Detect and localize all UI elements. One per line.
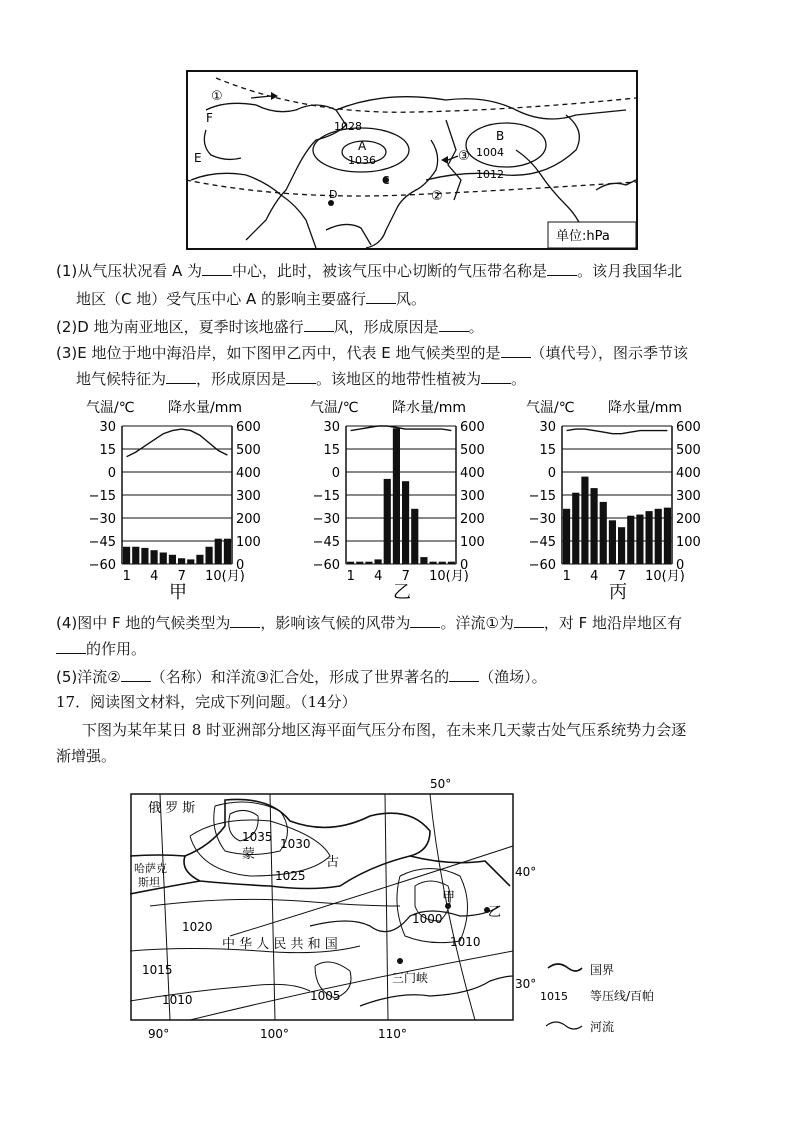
q2-line xyxy=(56,314,484,340)
chart-1-xtick: 4 xyxy=(150,569,159,584)
chart-1-ytick-left: −60 xyxy=(88,558,116,573)
chart-1-bar-month-6 xyxy=(169,555,176,564)
chart-1-bar-month-8 xyxy=(187,559,194,564)
chart-2-bar-month-6 xyxy=(393,428,400,564)
chart-3-bar-month-1 xyxy=(563,509,570,564)
map1-label-1004: 1004 xyxy=(476,146,504,159)
chart-2-bar-month-4 xyxy=(375,559,382,564)
chart-3-bar-month-9 xyxy=(636,515,643,564)
chart-2-ytick-right: 600 xyxy=(460,420,485,435)
chart-3-bar-month-8 xyxy=(627,516,634,564)
chart-1-xtick: 10(月) xyxy=(205,569,245,584)
chart-2-bar-month-10 xyxy=(430,562,437,564)
chart-1-temperature-line xyxy=(127,429,228,457)
chart-2-ytick-right: 0 xyxy=(460,558,469,573)
map2-label-lat40: 40° xyxy=(515,865,537,879)
legend-isobar: 等压线/百帕 xyxy=(590,989,655,1003)
chart-1-title-left: 气温/℃ xyxy=(86,400,135,416)
q3-blank-2[interactable] xyxy=(166,367,196,384)
map2-label-1015: 1015 xyxy=(142,963,173,977)
q4-line2 xyxy=(56,636,146,662)
chart-3-temperature-line xyxy=(567,429,668,434)
chart-3-ytick-right: 100 xyxy=(676,535,701,550)
chart-1-ytick-left: −30 xyxy=(88,512,116,527)
q2-blank-1[interactable] xyxy=(304,315,334,332)
q4-text-c: 。洋流①为 xyxy=(440,614,514,632)
q4-blank-3[interactable] xyxy=(514,611,544,628)
chart-1-ytick-right: 600 xyxy=(236,420,261,435)
chart-1-ytick-left: 15 xyxy=(99,443,116,458)
map2-label-yi: 乙 xyxy=(488,905,502,920)
chart-2-ytick-right: 500 xyxy=(460,443,485,458)
point-sanmenxia xyxy=(397,958,403,964)
map1-label-f: F xyxy=(206,111,213,125)
chart-2-bar-month-3 xyxy=(365,562,372,564)
chart-2-temperature-line xyxy=(351,426,452,431)
q1-blank-1[interactable] xyxy=(202,259,232,276)
chart-3-ytick-left: −45 xyxy=(528,535,556,550)
q1-blank-2[interactable] xyxy=(547,259,577,276)
q1-text-a: (1)从气压状况看 A 为 xyxy=(56,262,203,280)
q4-text-d: ，对 F 地沿岸地区有 xyxy=(543,614,683,632)
legend-isobar-value: 1015 xyxy=(540,990,568,1003)
chart-3-bar-month-7 xyxy=(618,527,625,564)
q5-text-b: （名称）和洋流③汇合处，形成了世界著名的 xyxy=(150,668,450,686)
chart-2-xtick: 7 xyxy=(401,569,410,584)
q5-blank-2[interactable] xyxy=(449,665,479,682)
chart-3-ytick-left: −15 xyxy=(528,489,556,504)
chart-1-ytick-left: 0 xyxy=(107,466,116,481)
chart-3-bar-month-2 xyxy=(572,493,579,564)
q5-text-c: （渔场）。 xyxy=(479,668,547,686)
map1-label-c: C xyxy=(382,174,390,187)
chart-1-bar-month-3 xyxy=(141,548,148,564)
map1-label-1028: 1028 xyxy=(334,120,362,133)
q1-line1 xyxy=(56,258,682,284)
q4-line1 xyxy=(56,610,682,636)
chart-3-ytick-right: 500 xyxy=(676,443,701,458)
q3-blank-1[interactable] xyxy=(501,341,531,358)
chart-2-bar-month-5 xyxy=(384,479,391,564)
chart-2-ytick-right: 100 xyxy=(460,535,485,550)
q17-title: 17．阅读图文材料，完成下列问题。（14分） xyxy=(56,693,357,711)
q3-text-f: 。 xyxy=(511,370,527,388)
q2-text-b: 风，形成原因是 xyxy=(333,318,439,336)
q3-blank-4[interactable] xyxy=(481,367,511,384)
chart-3-bar-month-12 xyxy=(664,508,671,564)
q5-line xyxy=(56,664,547,690)
chart-3-name: 丙 xyxy=(609,582,627,603)
map2-label-lat30: 30° xyxy=(515,977,537,991)
map-1-svg xyxy=(186,70,638,250)
chart-1-bar-month-2 xyxy=(132,547,139,564)
chart-2-bar-month-7 xyxy=(402,481,409,564)
chart-2-title-right: 降水量/mm xyxy=(392,400,466,416)
chart-1-ytick-left: −45 xyxy=(88,535,116,550)
chart-1-bar-month-12 xyxy=(224,539,231,564)
chart-1-xtick: 7 xyxy=(177,569,186,584)
chart-3-xtick: 1 xyxy=(562,569,571,584)
q3-text-e: 。该地区的地带性植被为 xyxy=(316,370,482,388)
map2-label-lon100: 100° xyxy=(260,1027,289,1041)
chart-1-title-right: 降水量/mm xyxy=(168,400,242,416)
chart-2-ytick-right: 300 xyxy=(460,489,485,504)
q2-text-c: 。 xyxy=(468,318,484,336)
chart-3-ytick-left: −30 xyxy=(528,512,556,527)
legend-river: 河流 xyxy=(590,1020,615,1034)
map2-label-china: 中 华 人 民 共 和 国 xyxy=(222,937,338,952)
chart-3-ytick-left: 15 xyxy=(539,443,556,458)
chart-2-bar-month-12 xyxy=(448,562,455,564)
map2-label-kazakh-2: 斯坦 xyxy=(138,876,160,889)
q3-text-b: （填代号），图示季节该 xyxy=(530,344,689,362)
map2-label-russia: 俄 罗 斯 xyxy=(148,801,196,816)
map2-label-mongolia-1: 蒙 xyxy=(242,847,256,862)
q5-text-a: (5)洋流② xyxy=(56,668,121,686)
chart-1-name: 甲 xyxy=(169,582,187,603)
chart-3-bar-month-6 xyxy=(609,520,616,564)
chart-3-bar-month-11 xyxy=(655,509,662,564)
map1-label-b: B xyxy=(496,129,505,143)
chart-1-ytick-right: 100 xyxy=(236,535,261,550)
map2-label-1025: 1025 xyxy=(275,869,306,883)
chart-3-bar-month-5 xyxy=(600,502,607,564)
q2-blank-2[interactable] xyxy=(439,315,469,332)
chart-3-xtick: 10(月) xyxy=(645,569,685,584)
q1-line2 xyxy=(76,286,426,312)
chart-3-ytick-right: 300 xyxy=(676,489,701,504)
chart-3-bar-month-3 xyxy=(581,477,588,564)
chart-2-ytick-left: −60 xyxy=(312,558,340,573)
chart-1-ytick-right: 300 xyxy=(236,489,261,504)
map2-label-lon110: 110° xyxy=(378,1027,407,1041)
map-2-svg xyxy=(130,776,670,1046)
chart-2-ytick-right: 400 xyxy=(460,466,485,481)
map1-label-3: ③ xyxy=(458,149,470,164)
chart-1-bar-month-11 xyxy=(215,539,222,564)
chart-3-ytick-right: 600 xyxy=(676,420,701,435)
chart-2-bar-month-9 xyxy=(420,557,427,564)
chart-3-xtick: 7 xyxy=(617,569,626,584)
map2-label-1035: 1035 xyxy=(242,830,273,844)
q4-text-e: 的作用。 xyxy=(86,640,147,658)
chart-3-ytick-left: −60 xyxy=(528,558,556,573)
chart-1-ytick-left: 30 xyxy=(99,420,116,435)
map2-label-1005: 1005 xyxy=(310,989,341,1003)
chart-2-ytick-left: 0 xyxy=(331,466,340,481)
map1-label-e: E xyxy=(194,151,202,165)
chart-2-ytick-left: 30 xyxy=(323,420,340,435)
map1-label-1012: 1012 xyxy=(476,168,504,181)
q1-text-c: 。该月我国华北 xyxy=(577,262,683,280)
map-2 xyxy=(130,776,670,1046)
map2-label-kazakh-1: 哈萨克 xyxy=(134,862,167,875)
chart-2-bar-month-11 xyxy=(439,562,446,564)
chart-3-ytick-right: 400 xyxy=(676,466,701,481)
chart-2-ytick-left: 15 xyxy=(323,443,340,458)
chart-2-ytick-left: −15 xyxy=(312,489,340,504)
chart-3-bar-month-4 xyxy=(591,488,598,564)
map2-label-mongolia-2: 古 xyxy=(326,855,340,870)
q1-text-e: 风。 xyxy=(396,290,427,308)
chart-3-xtick: 4 xyxy=(590,569,599,584)
map2-label-1030: 1030 xyxy=(280,837,311,851)
map2-label-1010: 1010 xyxy=(162,993,193,1007)
map2-label-lat50: 50° xyxy=(430,777,452,791)
q1-blank-3[interactable] xyxy=(366,287,396,304)
q3-text-a: (3)E 地位于地中海沿岸，如下图甲乙丙中，代表 E 地气候类型的是 xyxy=(56,344,501,362)
chart-2-xtick: 1 xyxy=(346,569,355,584)
legend-river-symbol xyxy=(546,1022,582,1029)
chart-3-ytick-left: 0 xyxy=(547,466,556,481)
chart-1-bar-month-7 xyxy=(178,558,185,564)
chart-3-title-right: 降水量/mm xyxy=(608,400,682,416)
chart-3-ytick-right: 0 xyxy=(676,558,685,573)
q3-line1 xyxy=(56,340,688,366)
q4-blank-2[interactable] xyxy=(410,611,440,628)
map2-label-1020: 1020 xyxy=(182,920,213,934)
q5-blank-1[interactable] xyxy=(121,665,151,682)
chart-2-ytick-right: 200 xyxy=(460,512,485,527)
map1-label-a: A xyxy=(358,139,367,153)
map-1 xyxy=(186,70,638,250)
chart-3-ytick-left: 30 xyxy=(539,420,556,435)
chart-1-ytick-right: 500 xyxy=(236,443,261,458)
chart-1-bar-month-5 xyxy=(160,553,167,565)
map2-label-lon90: 90° xyxy=(148,1027,170,1041)
map2-label-sanmenxia: 三门峡 xyxy=(392,971,429,985)
chart-2-xtick: 4 xyxy=(374,569,383,584)
q3-text-c: 地气候特征为 xyxy=(76,370,167,388)
chart-3-title-left: 气温/℃ xyxy=(526,400,575,416)
chart-1-bar-month-4 xyxy=(151,550,158,564)
q3-text-d: ，形成原因是 xyxy=(196,370,287,388)
q4-text-a: (4)图中 F 地的气候类型为 xyxy=(56,614,231,632)
map2-label-1010b: 1010 xyxy=(450,935,481,949)
chart-1-bar-month-9 xyxy=(196,555,203,564)
map2-label-jia: 甲 xyxy=(442,890,456,905)
legend-border-symbol xyxy=(548,964,582,971)
chart-1-ytick-right: 200 xyxy=(236,512,261,527)
q17-para-2: 渐增强。 xyxy=(56,747,117,765)
q4-text-b: ，影响该气候的风带为 xyxy=(260,614,411,632)
chart-1-ytick-left: −15 xyxy=(88,489,116,504)
chart-2-ytick-left: −45 xyxy=(312,535,340,550)
q3-blank-3[interactable] xyxy=(286,367,316,384)
chart-1-xtick: 1 xyxy=(122,569,131,584)
q3-line2 xyxy=(76,366,526,392)
map2-label-1000: 1000 xyxy=(412,912,443,926)
chart-1-bar-month-1 xyxy=(123,547,130,564)
chart-2-bar-month-8 xyxy=(411,509,418,564)
map1-label-1036: 1036 xyxy=(348,154,376,167)
chart-2-title-left: 气温/℃ xyxy=(310,400,359,416)
climate-charts xyxy=(80,396,740,608)
q1-text-d: 地区（C 地）受气压中心 A 的影响主要盛行 xyxy=(76,290,367,308)
chart-1-bar-month-10 xyxy=(206,547,213,564)
map1-unit: 单位:hPa xyxy=(556,229,610,244)
q4-blank-4[interactable] xyxy=(56,637,86,654)
chart-2-ytick-left: −30 xyxy=(312,512,340,527)
q17-para-1: 下图为某年某日 8 时亚洲部分地区海平面气压分布图，在未来几天蒙古处气压系统势力会逐 xyxy=(82,721,687,739)
chart-1-ytick-right: 0 xyxy=(236,558,245,573)
map1-label-2: ② xyxy=(431,189,443,204)
q2-text-a: (2)D 地为南亚地区，夏季时该地盛行 xyxy=(56,318,304,336)
map1-label-d: D xyxy=(329,188,338,201)
chart-2-bar-month-1 xyxy=(347,562,354,564)
chart-2-xtick: 10(月) xyxy=(429,569,469,584)
q4-blank-1[interactable] xyxy=(230,611,260,628)
chart-1-ytick-right: 400 xyxy=(236,466,261,481)
chart-2-bar-month-2 xyxy=(356,562,363,564)
map1-label-1: ① xyxy=(211,89,223,104)
chart-3-bar-month-10 xyxy=(646,511,653,564)
chart-2-name: 乙 xyxy=(393,582,411,603)
legend-border: 国界 xyxy=(590,963,615,977)
q1-text-b: 中心，此时，被该气压中心切断的气压带名称是 xyxy=(232,262,548,280)
chart-3-ytick-right: 200 xyxy=(676,512,701,527)
